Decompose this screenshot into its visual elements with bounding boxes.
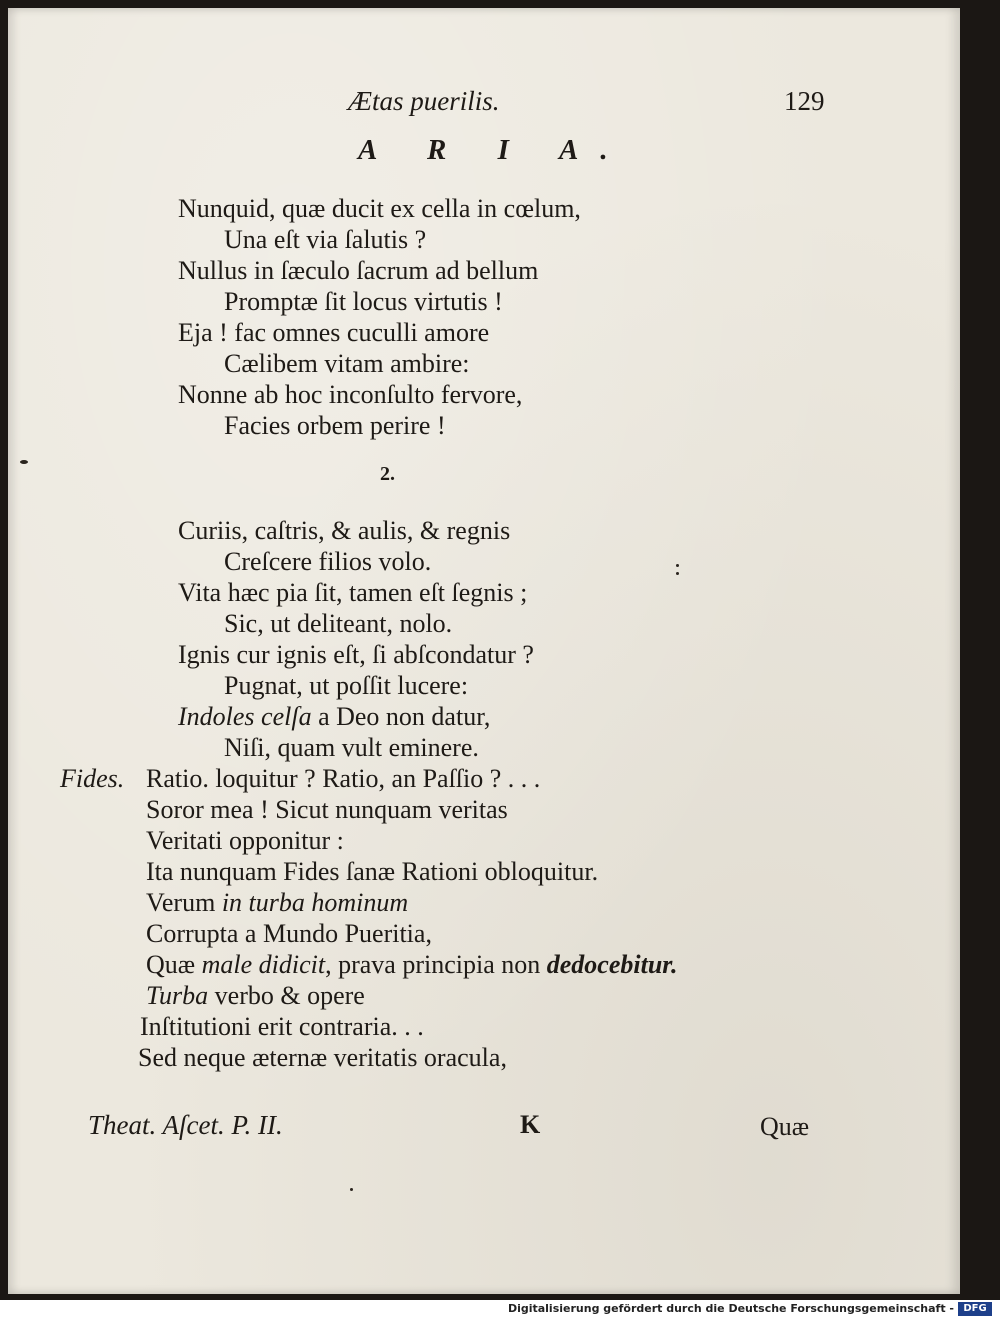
dialogue-line: Veritati opponitur : (146, 826, 344, 855)
verse-line: Nunquid, quæ ducit ex cella in cœlum, (178, 194, 581, 223)
book-page (8, 8, 960, 1294)
dialogue-line: Inſtitutioni erit contraria. . . (140, 1012, 424, 1041)
verse-line: Sic, ut deliteant, nolo. (224, 609, 453, 638)
signature-mark: Theat. Aſcet. P. II. (88, 1110, 283, 1140)
verse-line: Nullus in ſæculo ſacrum ad bellum (178, 256, 539, 285)
verse-line: Pugnat, ut poſſit lucere: (224, 671, 469, 700)
italic-phrase: dedocebitur. (546, 950, 678, 979)
verse-line: Eja ! fac omnes cuculli amore (178, 318, 490, 347)
dialogue-line: Ratio. loquitur ? Ratio, an Paſſio ? . . . (146, 764, 541, 793)
ink-speck (350, 1188, 353, 1191)
dfg-logo[interactable]: DFG (958, 1302, 992, 1316)
page-number: 129 (784, 86, 825, 116)
speaker-label: Fides. (60, 764, 125, 793)
dialogue-line: Soror mea ! Sicut nunquam veritas (146, 795, 508, 824)
dialogue-line: Corrupta a Mundo Pueritia, (146, 919, 432, 948)
verse-text: Verum (146, 888, 222, 917)
verse-line: Nonne ab hoc inconſulto fervore, (178, 380, 523, 409)
dialogue-line: Sed neque æternæ veritatis oracula, (138, 1043, 507, 1072)
verse-line: Facies orbem perire ! (224, 411, 446, 440)
verse-line (178, 702, 490, 732)
running-head: Ætas puerilis. (348, 86, 500, 116)
dialogue-line: Ita nunquam Fides ſanæ Rationi obloquitur. (146, 857, 599, 886)
verse-text: a Deo non datur, (311, 702, 491, 731)
italic-phrase: Turba (146, 981, 209, 1010)
verse-line: Creſcere filios volo. (224, 547, 432, 576)
verse-line: Vita hæc pia ſit, tamen eſt ſegnis ; (178, 578, 528, 607)
italic-phrase: Indoles celſa (178, 702, 312, 731)
catchword: Quæ (760, 1112, 810, 1141)
stanza-number: 2. (380, 463, 395, 485)
verse-line: Promptæ ſit locus virtutis ! (224, 287, 503, 316)
dialogue-line (146, 950, 677, 980)
ink-speck (676, 572, 679, 575)
digitization-credit-bar (0, 1300, 1000, 1319)
italic-phrase: in turba hominum (221, 888, 409, 917)
verse-text: , prava principia non (325, 950, 547, 979)
verse-text: Quæ (146, 950, 202, 979)
ink-speck (20, 460, 28, 464)
dialogue-line (146, 981, 365, 1011)
sheet-mark: K (520, 1110, 541, 1139)
verse-line: Curiis, caſtris, & aulis, & regnis (178, 516, 511, 545)
italic-phrase: male didicit (201, 950, 326, 979)
verse-text: verbo & opere (208, 981, 365, 1010)
digitization-credit: Digitalisierung gefördert durch die Deutsche Forschungsgemeinschaft - (507, 1302, 954, 1315)
verse-line: Cælibem vitam ambire: (224, 349, 470, 378)
aria-heading: A R I A. (358, 134, 630, 166)
verse-line: Una eſt via ſalutis ? (224, 225, 427, 254)
ink-speck (676, 564, 679, 567)
verse-line: Ignis cur ignis eſt, ſi abſcondatur ? (178, 640, 534, 669)
dialogue-line (146, 888, 408, 918)
verse-line: Niſi, quam vult eminere. (224, 733, 479, 762)
